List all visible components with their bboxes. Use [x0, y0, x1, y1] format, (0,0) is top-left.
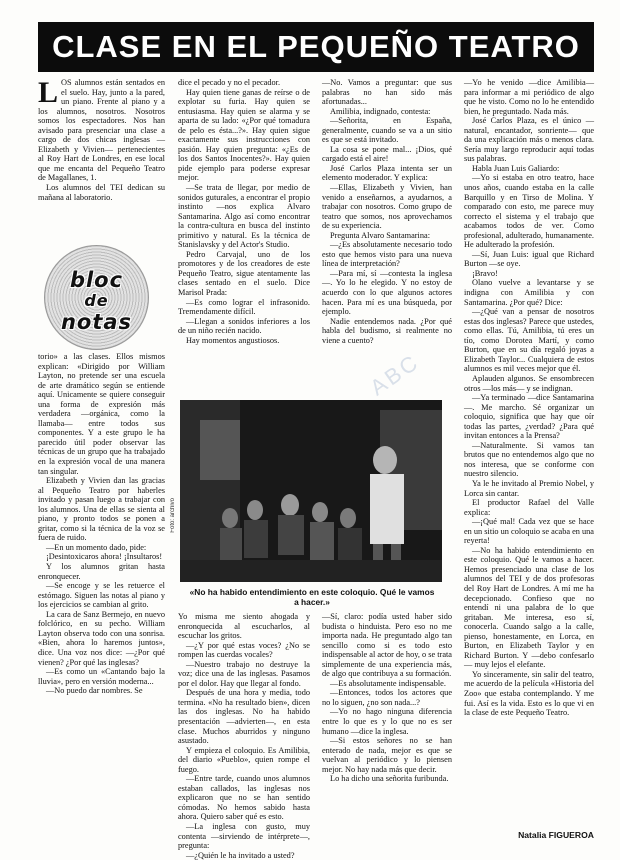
photo-caption: «No ha habido entendimiento en este coloquio. Qué le vamos a hacer.» [189, 587, 435, 607]
paragraph: Yo sinceramente, sin salir del teatro, me acuerdo de la película «Historia del Zoo» que estaba contemplando. Y me fui. Así es la vida. Esto es lo que vi en la clase de este Pequeño Teatro. [464, 669, 594, 718]
paragraph: torio» a las clases. Ellos mismos explican: «Dirigido por William Layton, no pretende ser una escuela de arte dramático según se entiende aquí. Unicamente se quiere conseguir una forma de expresión más verdadera —orgánica, como la llamaba— entre todos sus componentes. Y a este grupo le ha parecido útil poder observar las técnicas de un grupo que ha trabajado en la expresión vocal de una manera tan singular. [38, 352, 165, 476]
photo-image [180, 400, 442, 582]
paragraph: La cosa se pone mal... ¡Dios, qué cargado está el aire! [322, 144, 452, 164]
intro-text: OS alumnos están sentados en el suelo. Hay, junto a la pared, un piano. Frente al piano y a los alumnos, nosotros. Nosotros somos los espectadores. Nos han avisado para presenciar una clase a cargo de dos chicas inglesas —Elizabeth y Vivien— pertenecientes al Roy Hart de Londres, en ese local que me encanta del Pequeño Teatro de Magallanes, 1. [38, 78, 165, 183]
paragraph: —Es como un «Cantando bajo la lluvia», pero en versión moderna... [38, 667, 165, 686]
paragraph: —Sí, claro: podía usted haber sido budista o hinduista. Pero eso no me importa nada. He preguntado algo tan sencillo como si es todo esto indispensable al actor de hoy, o se trata simplemente de una experiencia más, de algo que contribuya a su formación. [322, 612, 452, 679]
paragraph: —¿Es absolutamente necesario todo esto que hemos visto para una nueva línea de interpretación? [322, 240, 452, 269]
article [38, 22, 594, 860]
paragraph: dice el pecado y no el pecador. [178, 78, 281, 87]
paragraph: —Llegan a sonidos inferiores a los de un niño recién nacido. [178, 316, 310, 336]
column-1-continued [38, 352, 165, 840]
author-signature: Natalia FIGUEROA [518, 830, 594, 840]
paragraph: —No ha habido entendimiento en este coloquio. Qué le vamos a hacer. Hemos presenciado una clase de los alumnos del TEI y de dos profesoras del Roy Hart de Londres. A mí me ha decepcionado. Confieso que no entendí ni una palabra de lo que gritaban. Me interesa, eso sí, conocerla. Cuando salgo a la calle, pienso, honestamente, en Lorca, en Burton, en Elizabeth Taylor y en Richard Burton. Y —debo confesarlo— muy lejos el elefante. [464, 545, 594, 670]
paragraph: Hay momentos angustiosos. [186, 335, 280, 345]
paragraph: —Entonces, todos los actores que no lo siguen, ¿no son nada...? [322, 688, 452, 707]
paragraph: La cara de Sanz Bermejo, en nuevo folclórico, en su pecho. William Layton observa todo con una sonrisa. «Bien, ahora lo haremos juntos», dice. Una voz nos dice: —¿Por qué vienen? ¿Por qué las inglesas? [38, 609, 165, 667]
paragraph: —Para mí, sí —contesta la inglesa—. Yo lo he elegido. Y no estoy de acuerdo con lo que algunos actores hacen. Para mí es una búsqueda, por ejemplo. [322, 268, 452, 317]
paragraph: —Entre tarde, cuando unos alumnos estaban callados, las inglesas nos explicaron que no se han sentido cómodas. No hemos sabido hasta ahora. Quiero saber qué es esto. [178, 774, 310, 822]
badge-line-2: de [84, 291, 109, 310]
paragraph: —¿Y por qué estas voces? ¿No se rompen las cuerdas vocales? [178, 640, 310, 660]
paragraph: —Se trata de llegar, por medio de sonidos guturales, a encontrar el propio instinto —nos explica Alvaro Santamarina. Algo así como encontrar la contra-cultura en busca del instinto primitivo y natural. Es la técnica de Stanislavsky y del Actor's Studio. [178, 183, 310, 250]
bloc-de-notas-badge [44, 245, 149, 350]
paragraph: —Yo he venido —dice Amilibia— para informar a mi periódico de algo que he visto. Como no lo he entendido bien, he preguntado. Nada más. [464, 78, 594, 116]
paragraph: Pedro Carvajal, uno de los promotores y de los creadores de este Pequeño Teatro, sigue atentamente las clases sentado en el suelo. Dice Marisol Prada: [178, 249, 310, 298]
paragraph: Olano vuelve a levantarse y se indigna con Amilibia y con Santamarina. ¿Por qué? Dice: [464, 278, 594, 307]
paragraph: —Naturalmente. Si vamos tan brutos que no entendemos algo que no nos interesa, que se conforme con nuestro silencio. [464, 440, 594, 479]
paragraph: —¡Qué mal! Cada vez que se hace en un sitio un coloquio se acaba en una reyerta! [464, 517, 594, 546]
paragraph: Nadie entendemos nada. ¿Por qué habla del budismo, si realmente no viene a cuento? [322, 316, 452, 345]
paragraph: —No. Vamos a preguntar: que sus palabras no han sido más afortunadas... [322, 78, 452, 107]
headline: CLASE EN EL PEQUEÑO TEATRO [38, 22, 594, 72]
paragraph: —Ellas, Elizabeth y Vivien, han venido a enseñarnos, a ayudarnos, a trabajar con nosotros. Como grupo de teatro que somos, nos aprovechamos de su experiencia. [322, 183, 452, 231]
column-2 [178, 78, 310, 396]
column-3 [322, 78, 452, 396]
paragraph: Ya le he invitado al Premio Nobel, y Lorca sin cantar. [464, 478, 594, 498]
badge-line-1: bloc [69, 268, 124, 292]
badge-text [45, 268, 148, 334]
paragraph: —Ya terminado —dice Santamarina—. Me marcho. Sé organizar un coloquio, significa que hay que oír todas las partes, ¿verdad? ¿Para qué invitan entonces a la Prensa? [464, 393, 594, 441]
paragraph: —En un momento dado, pide: [46, 542, 147, 552]
paragraph: José Carlos Plaza, es el único —natural, encantador, sonriente— que da una explicación más o menos clara. Sería muy largo reproducir aquí todas sus palabras. [464, 116, 594, 164]
paragraph: El productor Rafael del Valle explica: [464, 498, 594, 517]
drop-cap: L [38, 76, 59, 109]
paragraph: Y empieza el coloquio. Es Amilibia, del diario «Pueblo», quien rompe el fuego. [178, 745, 310, 774]
badge-line-3: notas [60, 310, 133, 334]
paragraph: Habla Juan Luis Galiardo: [472, 163, 560, 173]
paragraph: Aplauden algunos. Se ensombrecen otros —los más— y se indignan. [464, 373, 594, 393]
paragraph: Yo misma me siento ahogada y enronquecida al escucharlos, al escuchar los gritos. [178, 612, 310, 641]
paragraph: Elizabeth y Vivien dan las gracias al Pequeño Teatro por haberles invitado y pasan luego a trabajar con los alumnos. Una de ellas se sienta al piano, y pronto todos se ponen a gritar, como si la técnica de la voz se fuera de ruido. [38, 476, 165, 543]
paragraph: —¿Quién le ha invitado a usted? [186, 850, 295, 860]
paragraph: Amilibia, indignado, contesta: [330, 106, 431, 116]
paragraph: Lo ha dicho una señorita furibunda. [330, 774, 449, 784]
paragraph: —Señorita, en España, generalmente, cuando se va a un sitio es que se está invitado. [322, 116, 452, 145]
paragraph: Pregunta Alvaro Santamarina: [330, 230, 430, 240]
paragraph: ¡Desintoxicaros ahora! ¡Insultaros! [46, 552, 163, 562]
paragraph: —Nuestro trabajo no destruye la voz; dice una de las inglesas. Pasamos por el dolor. Hay que llegar al fondo. [178, 659, 310, 688]
paragraph: —Sí, Juan Luis: igual que Richard Burton —se oye. [464, 249, 594, 269]
paragraph: José Carlos Plaza intenta ser un elemento moderador. Y explica: [322, 163, 452, 183]
paragraph: Después de una hora y media, todo termina. «No ha resultado bien», dicen las dos inglesas. No ha habido presentación —advierten—, en esta clase. Muchos aburridos y ninguno asustado. [178, 688, 310, 746]
column-3-bottom [322, 612, 452, 840]
paragraph: ¡Bravo! [472, 268, 498, 278]
paragraph: —Es como lograr el infrasonido. Tremendamente difícil. [178, 297, 310, 317]
paragraph: —Se encoge y se les retuerce el estómago. Siguen las notas al piano y los ejercicios se cambian al grito. [38, 581, 165, 610]
paragraph: —Es absolutamente indispensable. [330, 678, 446, 688]
classroom-photo [180, 400, 442, 582]
paragraph: Los alumnos del TEI dedican su mañana al laboratorio. [38, 183, 165, 202]
paragraph: Hay quien tiene ganas de reírse o de explotar su furia. Hay quien se entusiasma. Hay quien se alarma y se aparta de su lado: «¿Por qué tomadura de pelo es ésta...?». Hay quien sigue exactamente sus instrucciones con pasión. Hay quien pregunta: «¿Es de los dos Santos Inocentes?». Hay quien pide ejemplo para poderse expresar mejor. [178, 87, 310, 183]
intro-paragraph [38, 78, 165, 183]
paragraph: —No puedo dar nombres. Se [46, 686, 143, 696]
paragraph: —Yo si estaba en otro teatro, hace unos años, cuando estaba en la calle Barquillo y en Tirso de Molina. Y comparado con esto, me parece muy correcto el sistema y el trabajo que acabamos todos de ver. Como profesional, adulterado, humanamente. He adulterado la profesión. [464, 173, 594, 250]
column-1 [38, 78, 165, 244]
column-2-bottom [178, 612, 310, 860]
paragraph: —La inglesa con gusto, muy contenta —sirviendo de intérprete—, pregunta: [178, 822, 310, 851]
watermark: ABC [365, 348, 425, 401]
photo-credit: Foto: archivo [170, 498, 176, 533]
column-4 [464, 78, 594, 826]
paragraph: —Si estos señores no se han enterado de nada, mejor es que se vuelvan al periódico y lo piensen mejor. No hay nada más que decir. [322, 736, 452, 774]
paragraph: —Yo no hago ninguna diferencia entre lo que es y lo que no es ser humano —dice la inglesa. [322, 707, 452, 736]
paragraph: Y los alumnos gritan hasta enronquecer. [38, 562, 165, 581]
paragraph: —¿Qué van a pensar de nosotros estas dos inglesas? Parece que ustedes, como ellas. Tú, Amilibia, tú eres un tío, como Dorotea Martí, y como Burton, que en su día regaló joyas a Elizabeth Taylor... Cualquiera de estos alumnos es mil veces mejor que él. [464, 307, 594, 374]
